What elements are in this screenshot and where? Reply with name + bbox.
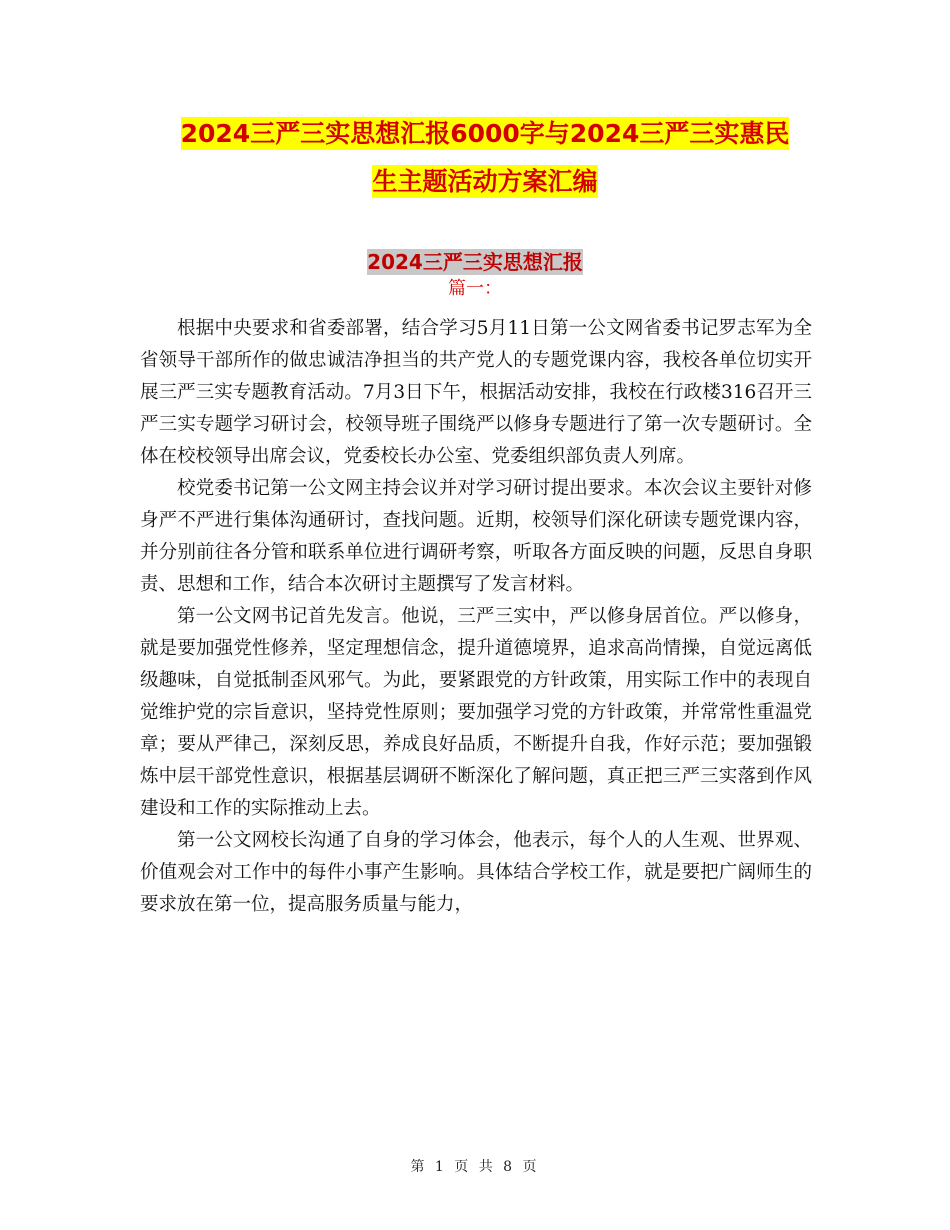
document-title-line-2: 生主题活动方案汇编 (372, 167, 598, 196)
paragraph-4: 第一公文网校长沟通了自身的学习体会，他表示，每个人的人生观、世界观、价值观会对工作中的每件小事产生影响。具体结合学校工作，就是要把广阔师生的要求放在第一位，提高服务质量与能力， (140, 830, 812, 915)
page-footer: 第 1 页 共 8 页 (410, 1159, 540, 1175)
subsection-title: 篇一： (448, 278, 502, 299)
section-title (140, 248, 810, 276)
paragraph-1: 根据中央要求和省委部署，结合学习5月11日第一公文网省委书记罗志军为全省领导干部所作的做忠诚洁净担当的共产党人的专题党课内容，我校各单位切实开展三严三实专题教育活动。7月3日下午，根据活动安排，我校在行政楼316召开三严三实专题学习研讨会，校领导班子围绕严以修身专题进行了第一次专题研讨。全体在校校领导出席会议，党委校长办公室、党委组织部负责人列席。 (140, 318, 812, 467)
section-title-text: 2024三严三实思想汇报 (367, 250, 583, 274)
paragraph-2: 校党委书记第一公文网主持会议并对学习研讨提出要求。本次会议主要针对修身严不严进行集体沟通研讨，查找问题。近期，校领导们深化研读专题党课内容，并分别前往各分管和联系单位进行调研考察，听取各方面反映的问题，反思自身职责、思想和工作，结合本次研讨主题撰写了发言材料。 (140, 478, 812, 595)
document-title (140, 110, 830, 206)
document-body (140, 313, 812, 921)
paragraph-3: 第一公文网书记首先发言。他说，三严三实中，严以修身居首位。严以修身，就是要加强党性修养，坚定理想信念，提升道德境界，追求高尚情操，自觉远离低级趣味，自觉抵制歪风邪气。为此，要紧跟党的方针政策，用实际工作中的表现自觉维护党的宗旨意识，坚持党性原则；要加强学习党的方针政策，并常常性重温党章；要从严律己，深刻反思，养成良好品质，不断提升自我，作好示范；要加强锻炼中层干部党性意识，根据基层调研不断深化了解问题，真正把三严三实落到作风建设和工作的实际推动上去。 (140, 606, 812, 819)
document-title-line-1: 2024三严三实思想汇报6000字与2024三严三实惠民 (180, 119, 790, 148)
